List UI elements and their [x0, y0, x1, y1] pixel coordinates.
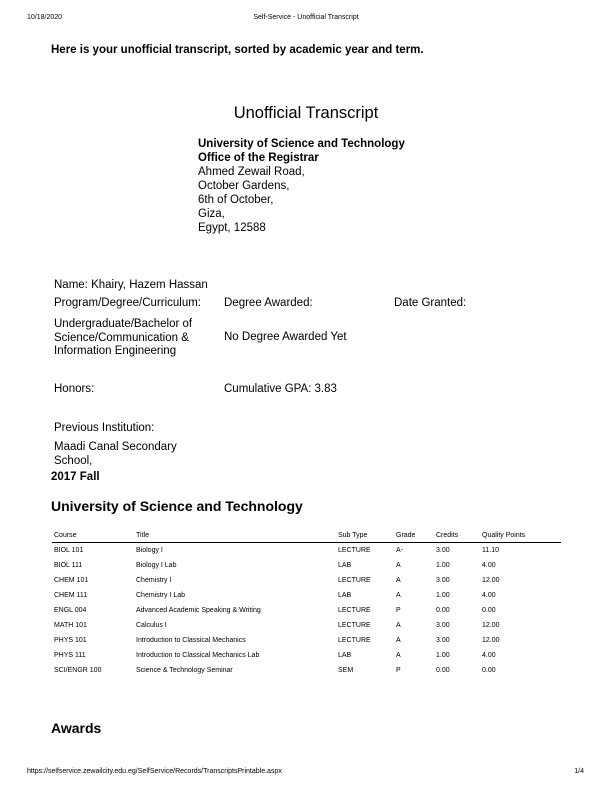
- course-code: CHEM 101: [54, 577, 89, 584]
- table-header-row: [52, 531, 561, 543]
- intro-text: Here is your unofficial transcript, sorted by academic year and term.: [51, 44, 424, 56]
- program-value: [54, 318, 192, 359]
- awards-heading: Awards: [51, 720, 102, 736]
- student-name: Name: Khairy, Hazem Hassan: [54, 279, 208, 291]
- course-title: Chemistry I Lab: [136, 592, 186, 599]
- address-line: Giza,: [198, 208, 225, 220]
- table-row: [52, 618, 561, 633]
- print-page-title: Self-Service - Unofficial Transcript: [253, 14, 359, 21]
- column-header: Sub Type: [336, 531, 394, 543]
- registrar-office: Office of the Registrar: [198, 152, 319, 164]
- grade: A: [396, 637, 401, 644]
- print-date: 10/18/2020: [27, 14, 63, 21]
- grade: A: [396, 622, 401, 629]
- institution-name: University of Science and Technology: [198, 138, 405, 150]
- table-row: [52, 633, 561, 648]
- table-row: [52, 588, 561, 603]
- column-header: Credits: [434, 531, 480, 543]
- course-code: CHEM 111: [54, 592, 88, 599]
- program-line: Information Engineering: [54, 345, 177, 357]
- quality-points: 0.00: [482, 667, 496, 674]
- sub-type: LAB: [338, 562, 352, 569]
- institution-block: [198, 137, 405, 235]
- sub-type: LECTURE: [338, 607, 371, 614]
- section-heading: University of Science and Technology: [51, 498, 303, 514]
- quality-points: 12.00: [482, 577, 500, 584]
- course-table: [52, 531, 561, 678]
- credits: 1.00: [436, 652, 450, 659]
- course-title: Biology I Lab: [136, 562, 177, 569]
- credits: 3.00: [436, 637, 450, 644]
- sub-type: LAB: [338, 652, 352, 659]
- address-line: October Gardens,: [198, 180, 290, 192]
- credits: 3.00: [436, 577, 450, 584]
- quality-points: 4.00: [482, 592, 496, 599]
- column-header: Course: [52, 531, 134, 543]
- grade: A: [396, 562, 401, 569]
- quality-points: 0.00: [482, 607, 496, 614]
- grade: A-: [396, 547, 403, 554]
- sub-type: LECTURE: [338, 577, 371, 584]
- course-title: Chemistry I: [136, 577, 172, 584]
- print-url: https://selfservice.zewailcity.edu.eg/SelfService/Records/TranscriptsPrintable.aspx: [27, 768, 282, 775]
- column-header: Grade: [394, 531, 434, 543]
- address-line: Ahmed Zewail Road,: [198, 166, 305, 178]
- quality-points: 12.00: [482, 637, 500, 644]
- course-title: Introduction to Classical Mechanics: [136, 637, 246, 644]
- credits: 1.00: [436, 592, 450, 599]
- address-line: 6th of October,: [198, 194, 274, 206]
- cumulative-gpa: Cumulative GPA: 3.83: [224, 383, 337, 395]
- table-row: [52, 603, 561, 618]
- sub-type: LECTURE: [338, 637, 371, 644]
- course-code: BIOL 111: [54, 562, 83, 569]
- sub-type: SEM: [338, 667, 354, 674]
- previous-institution-label: Previous Institution:: [54, 422, 155, 434]
- table-row: [52, 558, 561, 573]
- program-line: Science/Communication &: [54, 331, 189, 344]
- grade: P: [396, 667, 401, 674]
- degree-value: No Degree Awarded Yet: [224, 331, 347, 343]
- quality-points: 4.00: [482, 562, 496, 569]
- credits: 3.00: [436, 547, 450, 554]
- date-granted-label: Date Granted:: [394, 297, 467, 309]
- course-title: Biology I: [136, 547, 163, 554]
- address-line: Egypt, 12588: [198, 222, 266, 234]
- previous-institution-value: [54, 441, 177, 468]
- quality-points: 11.10: [482, 547, 499, 554]
- course-title: Science & Technology Seminar: [136, 667, 233, 674]
- program-line: Undergraduate/Bachelor of: [54, 318, 193, 330]
- column-header: Title: [134, 531, 336, 543]
- course-code: ENGL 004: [54, 607, 87, 614]
- honors-label: Honors:: [54, 383, 95, 395]
- quality-points: 12.00: [482, 622, 500, 629]
- column-header: Quality Points: [480, 531, 561, 543]
- grade: A: [396, 577, 401, 584]
- table-row: [52, 663, 561, 678]
- degree-label: Degree Awarded:: [224, 297, 313, 309]
- table-row: [52, 573, 561, 588]
- sub-type: LECTURE: [338, 547, 371, 554]
- grade: P: [396, 607, 401, 614]
- credits: 0.00: [436, 667, 450, 674]
- sub-type: LECTURE: [338, 622, 371, 629]
- course-title: Advanced Academic Speaking & Writing: [136, 607, 261, 614]
- credits: 3.00: [436, 622, 450, 629]
- print-page-number: 1/4: [574, 768, 584, 775]
- quality-points: 4.00: [482, 652, 496, 659]
- grade: A: [396, 652, 401, 659]
- course-title: Calculus I: [136, 622, 167, 629]
- course-code: PHYS 101: [54, 637, 87, 644]
- course-code: MATH 101: [54, 622, 87, 629]
- grade: A: [396, 592, 401, 599]
- previous-institution-line: School,: [54, 454, 93, 467]
- course-code: PHYS 111: [54, 652, 86, 659]
- table-row: [52, 543, 561, 559]
- course-title: Introduction to Classical Mechanics Lab: [136, 652, 260, 659]
- term-heading: 2017 Fall: [51, 471, 100, 483]
- table-row: [52, 648, 561, 663]
- credits: 0.00: [436, 607, 450, 614]
- page-title: Unofficial Transcript: [233, 104, 379, 122]
- previous-institution-line: Maadi Canal Secondary: [54, 441, 177, 453]
- credits: 1.00: [436, 562, 450, 569]
- program-label: Program/Degree/Curriculum:: [54, 297, 201, 309]
- course-code: SCI/ENGR 100: [54, 667, 102, 674]
- sub-type: LAB: [338, 592, 352, 599]
- course-code: BIOL 101: [54, 547, 84, 554]
